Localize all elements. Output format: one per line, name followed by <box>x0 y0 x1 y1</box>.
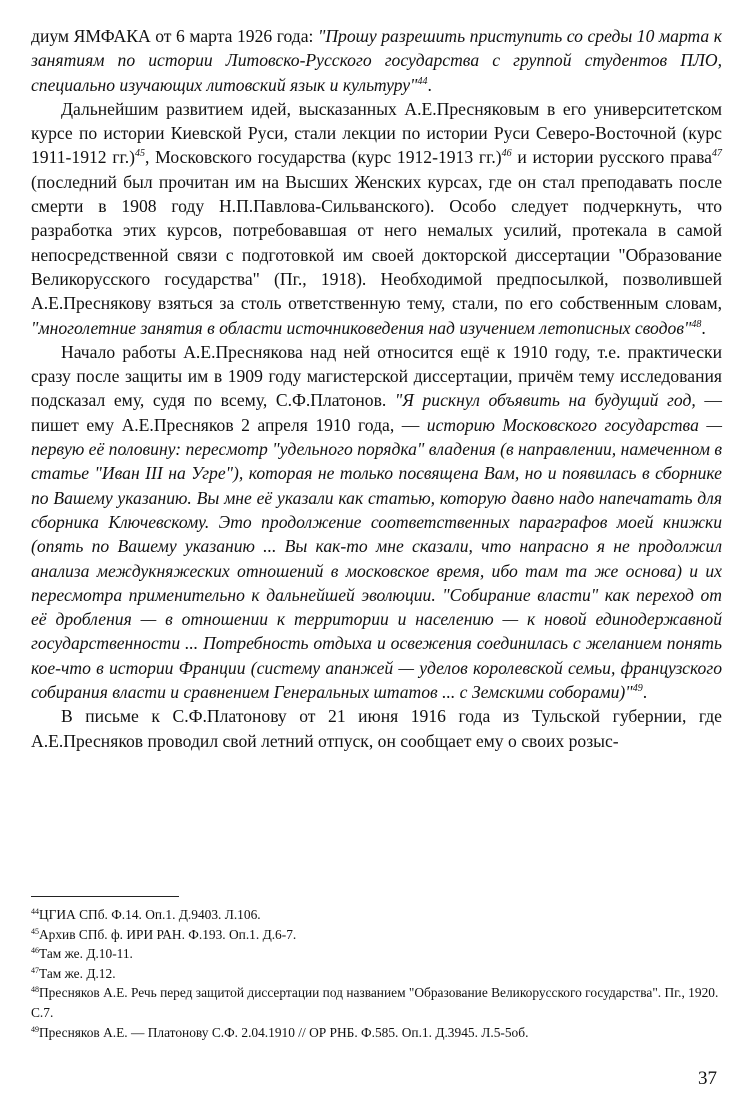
paragraph <box>31 24 722 97</box>
text-run: , Московского государства (курс 1912-1913 гг.) <box>145 147 502 168</box>
text-run: В письме к С.Ф.Платонову от 21 июня 1916 года из Тульской губернии, где А.Е.Пресняков проводил свой летний отпуск, он сообщает ему о своих розыс- <box>31 706 722 751</box>
footnote-text: Там же. Д.12. <box>39 965 116 981</box>
page-number: 37 <box>698 1068 717 1089</box>
text-run: Дальнейшим развитием идей, высказанных А.Е.Пресняковым в его университетском курсе по истории Киевской Руси, стали лекции по истории Руси Северо-Восточной (курс 1911-1912 гг.) <box>31 98 722 168</box>
footnote-ref: 45 <box>135 148 146 160</box>
footnote-number: 46 <box>31 946 39 956</box>
footnote-list <box>31 905 722 1042</box>
text-run: . <box>701 317 706 338</box>
quotation: "многолетние занятия в области источниковедения над изучением летописных сводов" <box>31 317 692 338</box>
footnote-text: ЦГИА СПб. Ф.14. Оп.1. Д.9403. Л.106. <box>39 907 261 922</box>
footnote-text: Пресняков А.Е. — Платонову С.Ф. 2.04.1910 // ОР РНБ. Ф.585. Оп.1. Д.3945. Л.5-5об. <box>39 1024 529 1040</box>
footnotes <box>31 896 722 1042</box>
text-run: (последний был прочитан им на Высших Женских курсах, где он стал преподавать после смерти в 1908 году Н.П.Павлова-Сильванского). Особо следует подчеркнуть, что разработка этих курсов, потребовавшая от него немалых усилий, протекала в самой непосредственной связи с подготовкой им своей докторской диссертации "Образование Великорусского государства" (Пг., 1918). Необходимой предпосылкой, позволившей А.Е.Преснякову взяться за столь ответственную тему, стали, по его собственным словам, <box>31 171 722 314</box>
text-run: . <box>427 74 432 95</box>
footnote-number: 45 <box>31 926 39 936</box>
footnote-number: 44 <box>31 907 39 916</box>
footnote-text: Там же. Д.10-11. <box>39 946 133 962</box>
footnote-text: Архив СПб. ф. ИРИ РАН. Ф.193. Оп.1. Д.6-7. <box>39 926 297 942</box>
footnote-ref: 44 <box>417 75 428 87</box>
footnote-ref: 48 <box>691 318 702 330</box>
text-run: — пишет ему А.Е.Пресняков 2 апреля 1910 года, — <box>31 390 722 435</box>
paragraph <box>31 704 722 753</box>
text-run: и истории русского права <box>511 147 712 168</box>
quotation: "Прошу разрешить приступить со среды 10 марта к занятиям по истории Литовско-Русского государства с группой студентов ПЛО, специально изучающих литовский язык и культуру" <box>31 26 722 95</box>
footnote <box>31 905 722 925</box>
footnote-ref: 46 <box>501 148 512 160</box>
footnote-ref: 49 <box>632 683 643 695</box>
text-run: диум ЯМФАКА от 6 марта 1926 года: <box>31 26 318 46</box>
footnote <box>31 944 722 964</box>
footnote-number: 49 <box>31 1024 39 1034</box>
footnote <box>31 964 722 984</box>
footnote-text: Пресняков А.Е. Речь перед защитой диссертации под названием "Образование Великорусского государства". Пг., 1920. С.7. <box>31 985 719 1020</box>
footnote-number: 47 <box>31 965 39 975</box>
footnote-divider <box>31 896 179 897</box>
text-run: Начало работы А.Е.Преснякова над ней относится ещё к 1910 году, т.е. практически сразу после защиты им в 1909 году магистерской диссертации, причём тему исследования подсказал ему, судя по всему, С.Ф.Платонов. <box>31 341 722 411</box>
paragraph <box>31 340 722 704</box>
quotation: историю Московского государства — первую её половину: пересмотр "удельного порядка" владения (в направлении, намеченном в статье "Иван III на Угре"), которая не только посвящена Вам, но и появилась в сборнике по Вашему указанию. Вы мне её указали как статью, которую давно надо напечатать для сборника Ключевскому. Это продолжение соответственных параграфов моей книжки (опять по Вашему указанию ... Вы как-то мне сказали, что напрасно я не продолжил анализа междукняжеских отношений в московское время, ибо там та же основа) и их пересмотра применительно к дальнейшей эволюции. "Собирание власти" как переход от её дробления — в отношении к территории и населению — к новой единодержавной государственности ... Потребность отдыха и освежения соединилась с желанием понять кое-что в истории Франции (систему апанжей — уделов королевской семьи, французского собирания власти и сравнением Генеральных штатов ... с Земскими соборами)" <box>31 414 722 703</box>
text-run: . <box>642 682 648 703</box>
footnote-ref: 47 <box>712 148 722 160</box>
footnote <box>31 1023 722 1043</box>
paragraph <box>31 97 722 340</box>
footnote <box>31 925 722 945</box>
footnote-number: 48 <box>31 985 39 995</box>
quotation: "Я рискнул объявить на будущий год, <box>394 390 696 411</box>
main-text <box>31 24 722 753</box>
footnote <box>31 983 722 1022</box>
